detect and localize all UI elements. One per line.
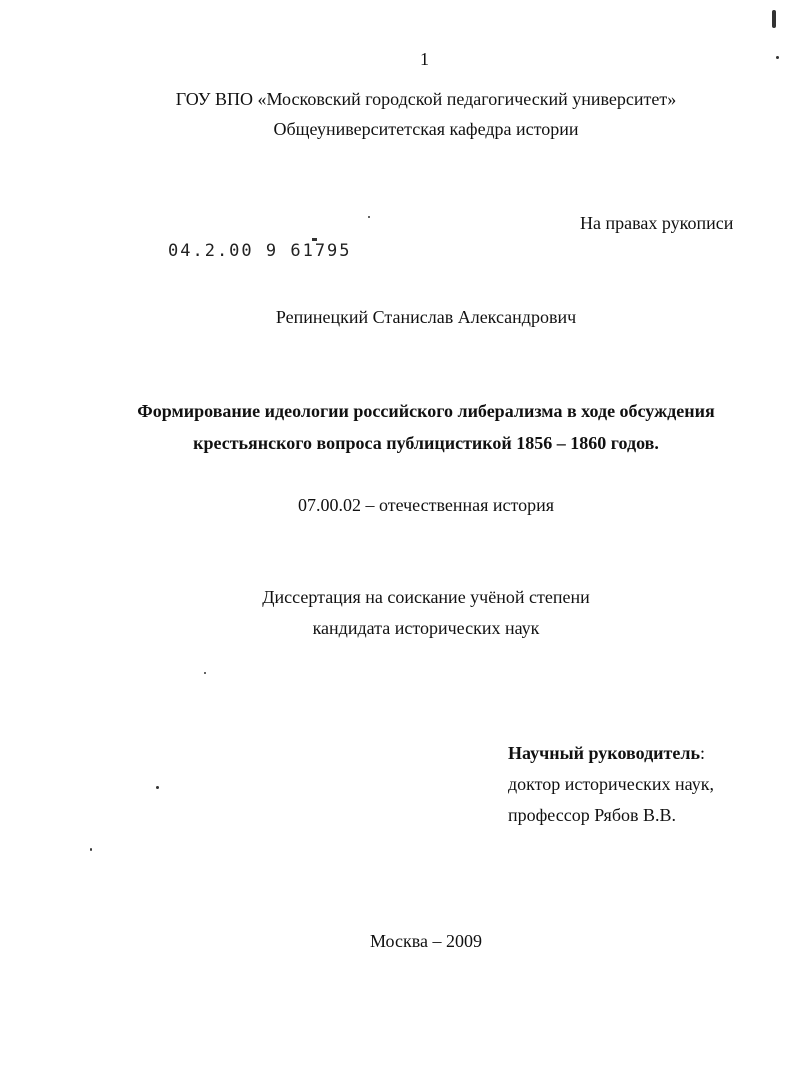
supervisor-degree: доктор исторических наук, <box>508 774 714 794</box>
scan-artifact <box>156 786 159 789</box>
scan-artifact <box>772 10 776 28</box>
supervisor-heading <box>508 742 705 764</box>
author-name: Репинецкий Станислав Александрович <box>275 307 577 327</box>
scan-artifact <box>204 672 206 674</box>
rights-note: На правах рукописи <box>580 213 734 233</box>
dissertation-title-line2: крестьянского вопроса публицистикой 1856 – 1860 годов. <box>193 433 659 453</box>
degree-line1: Диссертация на соискание учёной степени <box>262 587 590 607</box>
registration-stamp: 04.2.00 9 61795 <box>168 241 352 261</box>
page-number: 1 <box>420 49 429 69</box>
scan-artifact <box>368 216 370 218</box>
dissertation-title-line1: Формирование идеологии российского либерализма в ходе обсуждения <box>137 401 715 421</box>
supervisor-heading-colon: : <box>700 743 706 763</box>
stamp-mark <box>312 238 317 241</box>
institution-name: ГОУ ВПО «Московский городской педагогический университет» <box>175 89 677 109</box>
scan-artifact <box>776 56 779 59</box>
specialty-code: 07.00.02 – отечественная история <box>297 495 555 515</box>
supervisor-heading-text: Научный руководитель <box>508 743 700 763</box>
degree-line2: кандидата исторических наук <box>312 618 540 638</box>
place-year: Москва – 2009 <box>370 931 482 951</box>
scan-artifact <box>90 848 92 851</box>
supervisor-name: профессор Рябов В.В. <box>508 805 676 825</box>
department-name: Общеуниверситетская кафедра истории <box>273 119 579 139</box>
